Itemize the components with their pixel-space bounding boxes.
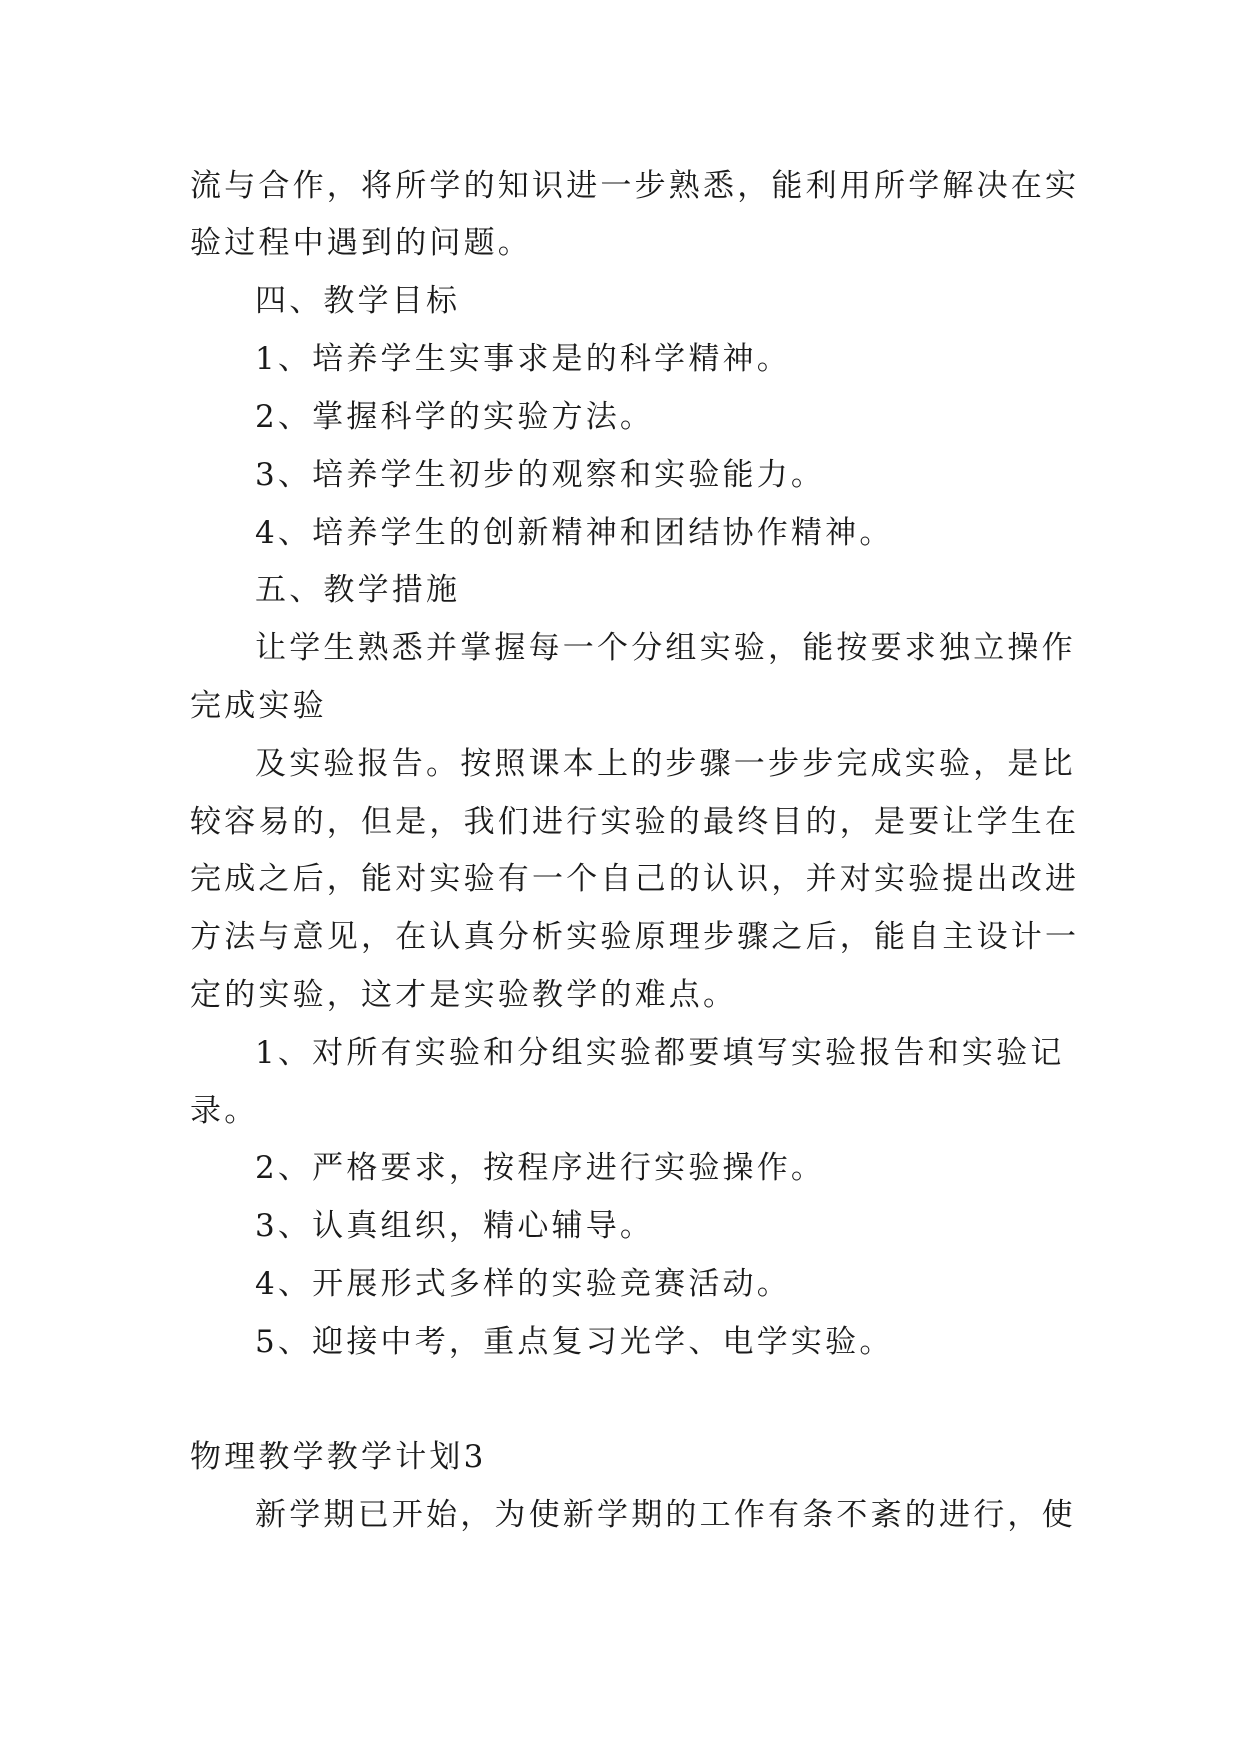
list-item: 3、培养学生初步的观察和实验能力。	[255, 457, 826, 493]
list-item: 5、迎接中考，重点复习光学、电学实验。	[255, 1324, 894, 1360]
paragraph-line: 较容易的，但是，我们进行实验的最终目的，是要让学生在	[190, 804, 1080, 840]
paragraph-line: 方法与意见，在认真分析实验原理步骤之后，能自主设计一	[190, 919, 1080, 955]
list-item-continuation: 录。	[190, 1093, 259, 1129]
paragraph-line: 让学生熟悉并掌握每一个分组实验，能按要求独立操作	[255, 630, 1076, 666]
section-heading: 五、教学措施	[255, 572, 461, 608]
list-item: 2、掌握科学的实验方法。	[255, 399, 655, 435]
section-heading: 四、教学目标	[255, 283, 461, 319]
paragraph-line: 新学期已开始，为使新学期的工作有条不紊的进行，使	[255, 1497, 1076, 1533]
list-item: 2、严格要求，按程序进行实验操作。	[255, 1150, 826, 1186]
list-item: 1、对所有实验和分组实验都要填写实验报告和实验记	[255, 1035, 1065, 1071]
paragraph-line: 定的实验，这才是实验教学的难点。	[190, 977, 738, 1013]
list-item: 4、开展形式多样的实验竞赛活动。	[255, 1266, 791, 1302]
paragraph-line: 验过程中遇到的问题。	[190, 225, 532, 261]
document-title: 物理教学教学计划3	[190, 1439, 487, 1475]
paragraph-line: 完成实验	[190, 688, 327, 724]
list-item: 1、培养学生实事求是的科学精神。	[255, 341, 791, 377]
paragraph-line: 完成之后，能对实验有一个自己的认识，并对实验提出改进	[190, 861, 1080, 897]
paragraph-line: 及实验报告。按照课本上的步骤一步步完成实验，是比	[255, 746, 1076, 782]
list-item: 4、培养学生的创新精神和团结协作精神。	[255, 515, 894, 551]
list-item: 3、认真组织，精心辅导。	[255, 1208, 655, 1244]
paragraph-line: 流与合作，将所学的知识进一步熟悉，能利用所学解决在实	[190, 168, 1080, 204]
